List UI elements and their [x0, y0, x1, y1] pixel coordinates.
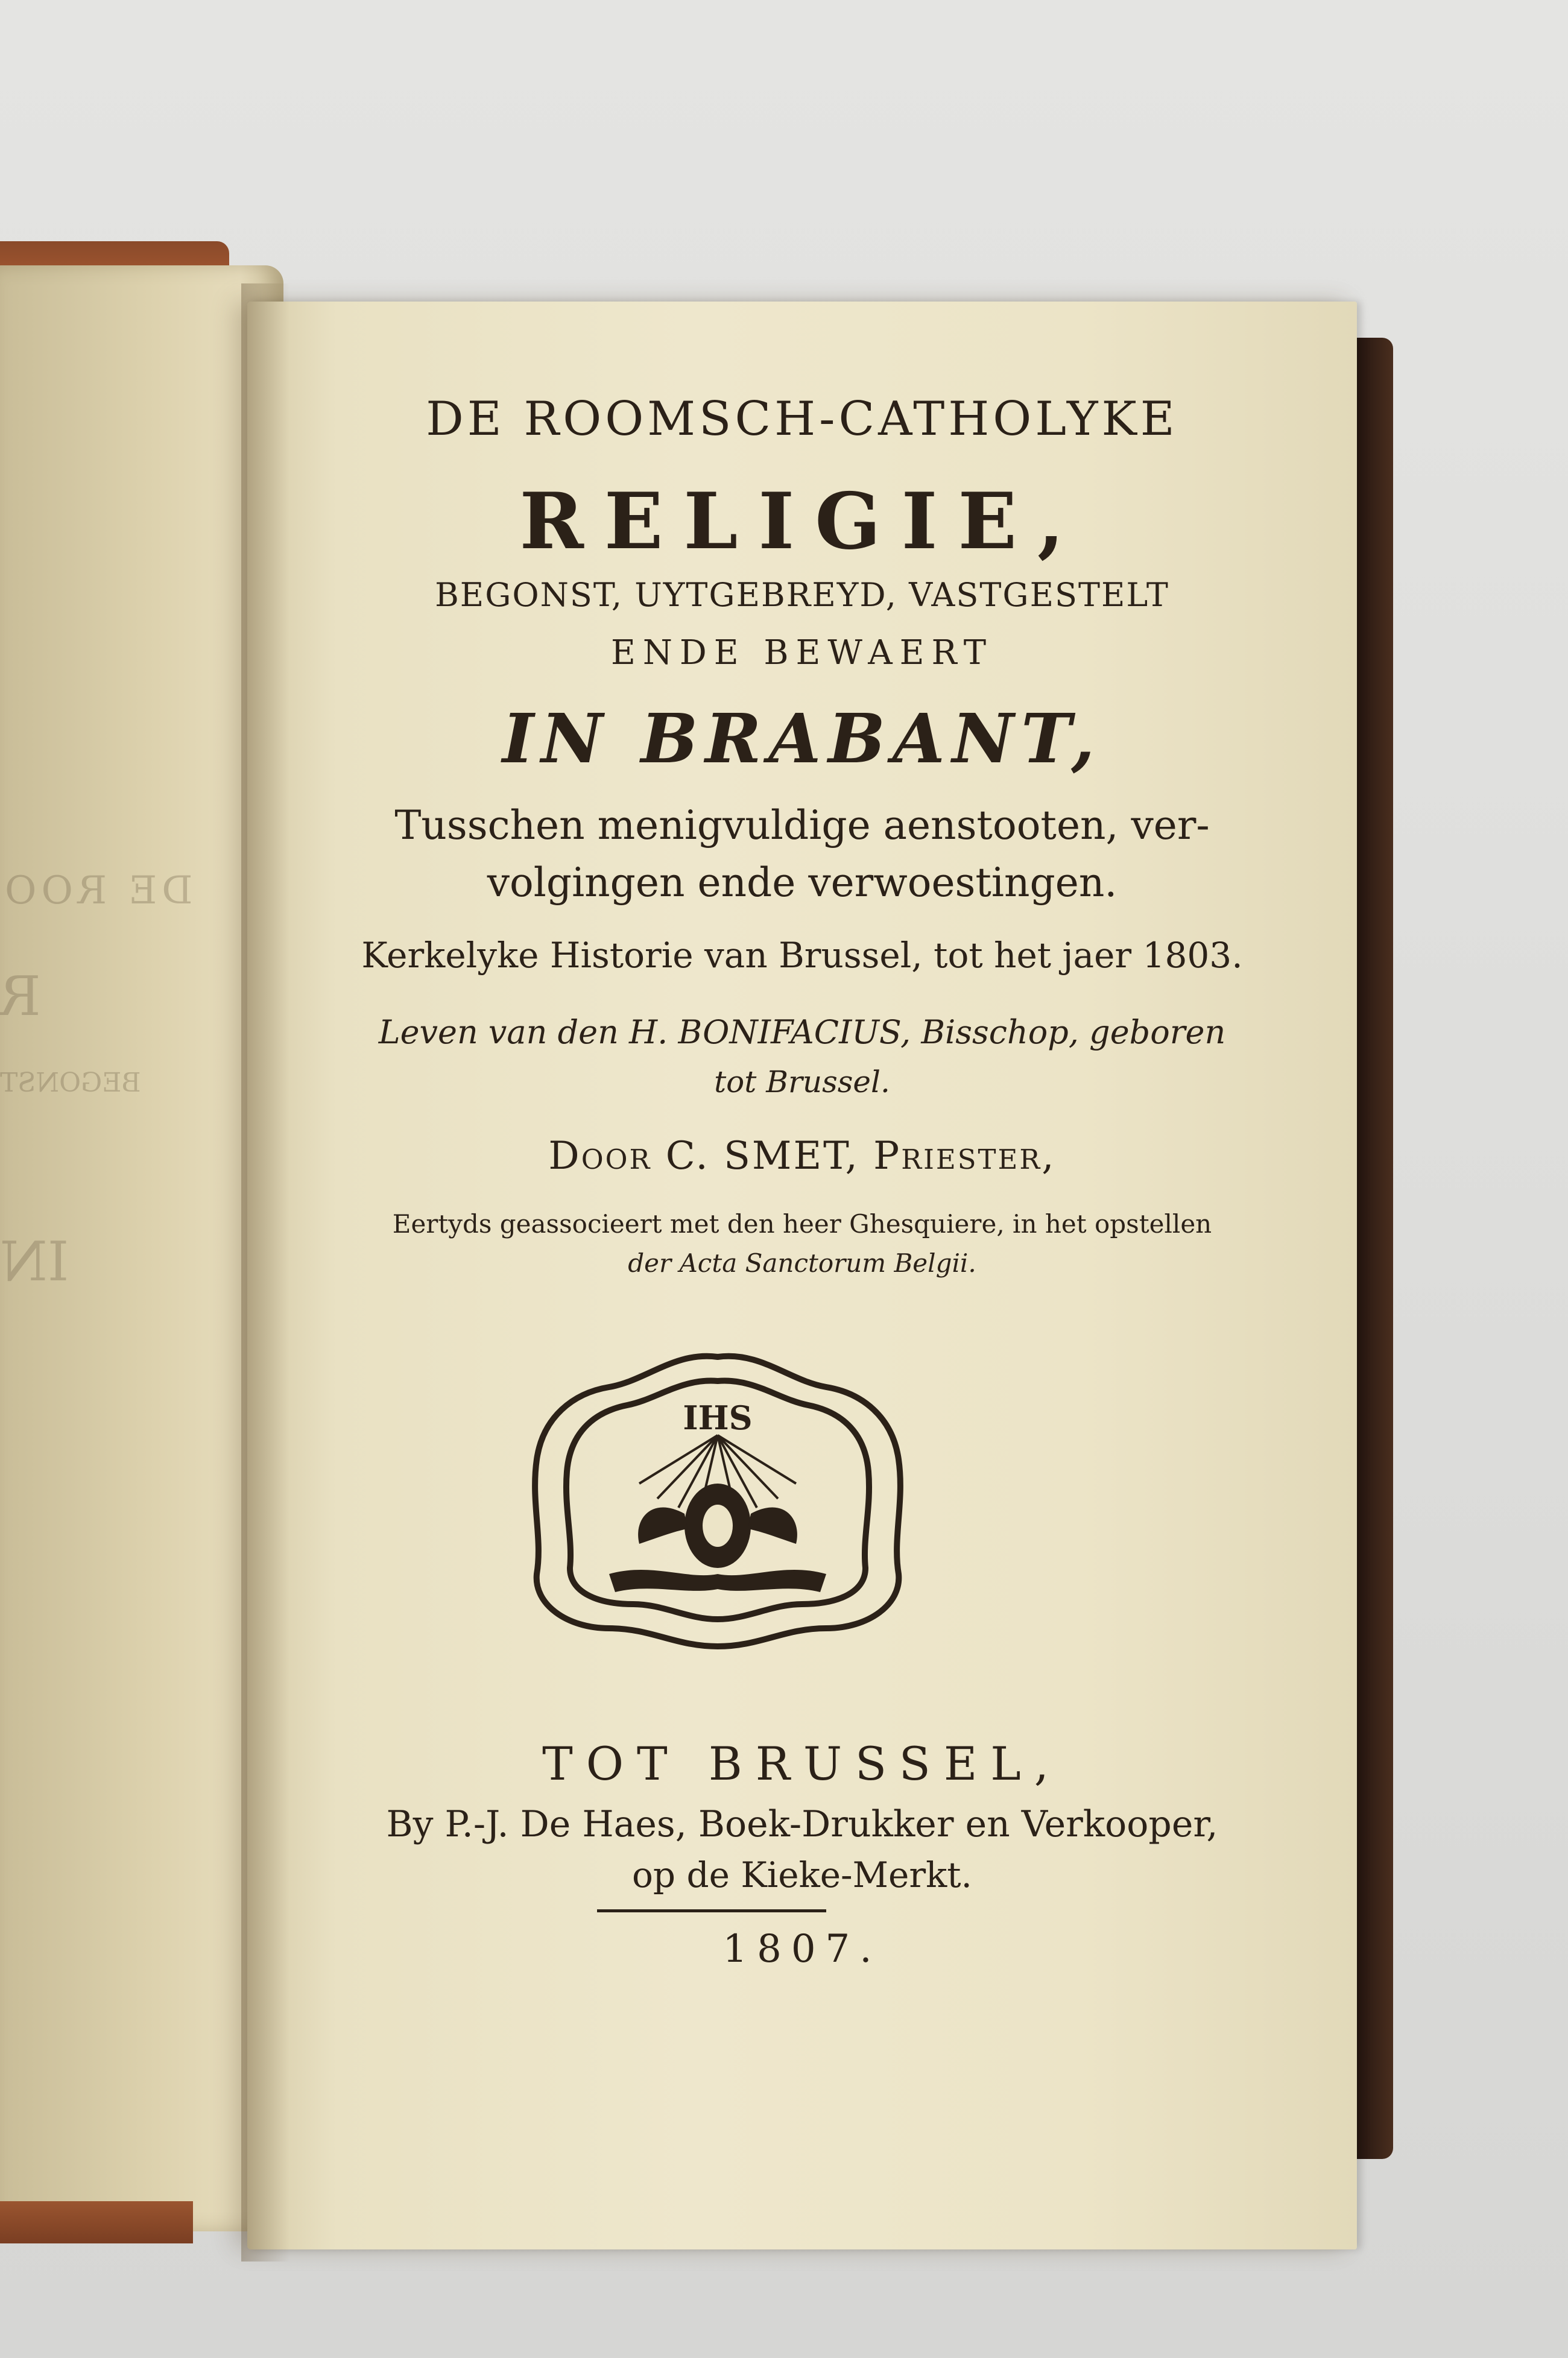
printer-emblem: [519, 1345, 917, 1658]
left-page-bottom-edge: [0, 2201, 193, 2243]
subtitle-line-9: Leven van den H. BONIFACIUS, Bisschop, geboren: [378, 1013, 1226, 1051]
imprint-publisher: By P.-J. De Haes, Boek-Drukker en Verkooper,: [386, 1803, 1218, 1845]
author-line: Door C. SMET, Priester,: [548, 1134, 1056, 1178]
imprint-year: 1807.: [722, 1927, 882, 1971]
imprint-address: op de Kieke-Merkt.: [632, 1854, 972, 1895]
author-note-line-12: Eertyds geassocieert met den heer Ghesquiere, in het opstellen: [392, 1209, 1212, 1239]
title-line-3: BEGONST, UYTGEBREYD, VASTGESTELT: [435, 576, 1169, 614]
title-main-religie: RELIGIE,: [519, 476, 1085, 567]
subtitle-line-10: tot Brussel.: [714, 1064, 890, 1099]
imprint-rule: [597, 1909, 826, 1912]
subtitle-line-7: volgingen ende verwoestingen.: [487, 859, 1118, 906]
imprint-city: TOT BRUSSEL,: [542, 1737, 1062, 1791]
subtitle-line-8: Kerkelyke Historie van Brussel, tot het jaer 1803.: [361, 935, 1243, 976]
title-line-1: DE ROOMSCH-CATHOLYKE: [426, 392, 1178, 446]
title-in-brabant: IN BRABANT,: [502, 700, 1102, 779]
subtitle-line-6: Tusschen menigvuldige aenstooten, ver-: [394, 802, 1210, 849]
title-line-4: ENDE BEWAERT: [610, 633, 994, 672]
svg-text:IHS: IHS: [683, 1399, 753, 1437]
author-note-line-13: der Acta Sanctorum Belgii.: [628, 1248, 976, 1278]
